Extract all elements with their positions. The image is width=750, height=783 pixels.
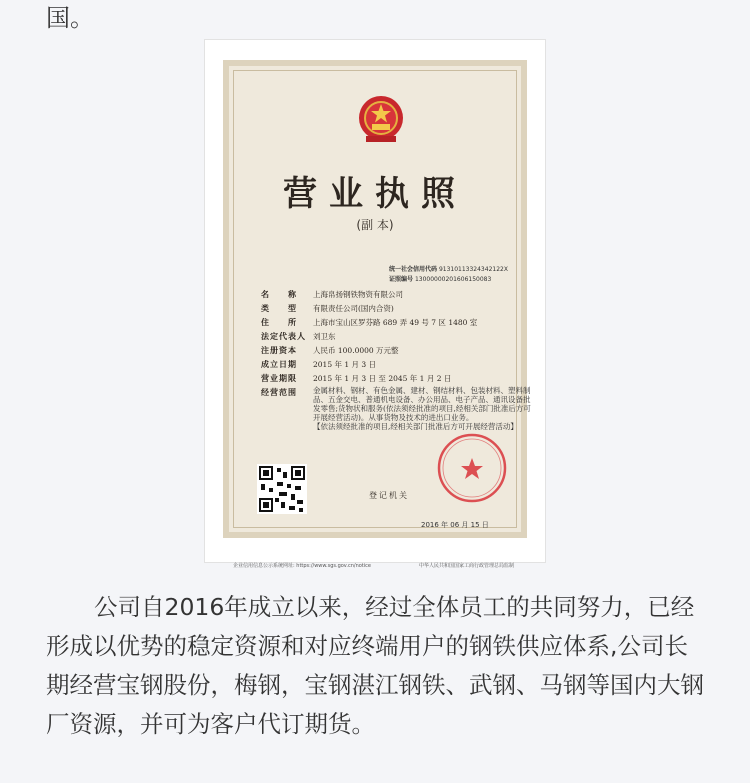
- top-text-fragment: 国。: [46, 4, 94, 32]
- credit-code-label: 统一社会信用代码: [389, 266, 438, 273]
- field-type: 类 型 有限责任公司(国内合资): [261, 304, 394, 313]
- field-legal-rep: 法定代表人 刘卫东: [261, 332, 336, 341]
- footer-website: 企业信用信息公示系统网址: https://www.sgs.gov.cn/notice: [233, 563, 371, 569]
- company-description: [46, 588, 706, 744]
- cert-number-row: [389, 274, 491, 283]
- registration-authority-label: 登记机关: [369, 491, 409, 500]
- field-established: 成立日期 2015 年 1 月 3 日: [261, 360, 377, 369]
- description-paragraph: 公司自2016年成立以来，经过全体员工的共同努力，已经形成以优势的稳定资源和对应终端用户的钢铁供应体系,公司长期经营宝钢股份，梅钢，宝钢湛江钢铁、武钢、马钢等国内大钢厂资源，并可为客户代订期货。: [46, 593, 704, 738]
- field-scope: 经营范围 金属材料、钢材、有色金属、建材、钢结材料、包装材料、塑料制品、五金交电、普通机电设备、办公用品、电子产品、通讯设备批发零售;货物状和服务(依法须经批准的项目,经相关部门批准后方可开展经营活动)。从事货物及技术的进出口业务。: [261, 386, 531, 422]
- scope-note: 【依法须经批准的项目,经相关部门批准后方可开展经营活动】: [313, 422, 518, 431]
- scope-note-row: [261, 422, 531, 431]
- field-capital: 注册资本 人民币 100.0000 万元整: [261, 346, 399, 355]
- license-title: 营业执照: [283, 174, 467, 214]
- official-seal-icon: [436, 432, 508, 504]
- issue-date: 2016 年 06 月 15 日: [421, 521, 489, 529]
- credit-code-value: 91310113324342122X: [438, 266, 508, 273]
- business-license: [223, 60, 531, 569]
- footer-issuer: 中华人民共和国国家工商行政管理总局监制: [419, 563, 515, 569]
- field-address: 住 所 上海市宝山区罗芬路 689 弄 49 号 7 区 1480 室: [261, 318, 478, 327]
- qr-code-icon: [257, 464, 307, 514]
- cert-number-label: 证照编号: [389, 276, 414, 283]
- national-emblem-icon: [356, 94, 406, 146]
- cert-number-value: 13000000201606150083: [414, 276, 492, 283]
- credit-code-row: [389, 264, 508, 273]
- field-term: 营业期限 2015 年 1 月 3 日 至 2045 年 1 月 2 日: [261, 374, 452, 383]
- license-subtitle: (副 本): [356, 218, 394, 232]
- license-fields: [261, 288, 531, 431]
- field-name: 名 称 上海帛扬钢铁物资有限公司: [261, 290, 403, 299]
- license-photo: [205, 40, 545, 569]
